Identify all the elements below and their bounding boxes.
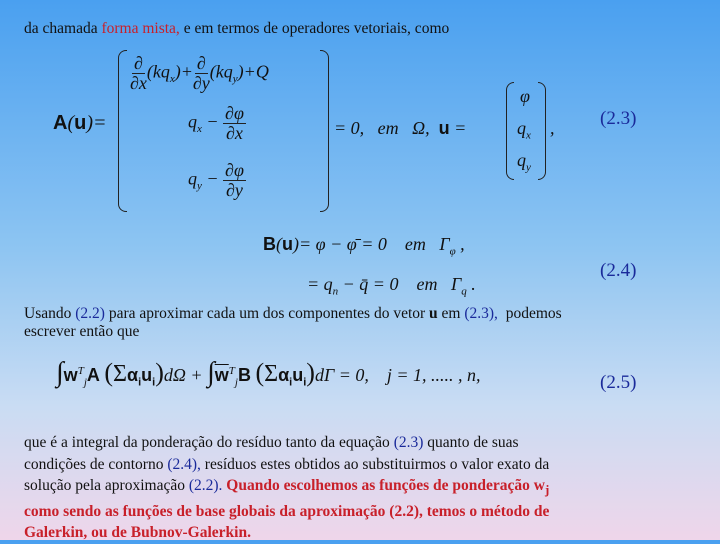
vector-u: u: [429, 305, 438, 322]
intro-text-end: e em termos de operadores vetoriais, como: [179, 20, 450, 37]
para1-line2: escrever então que: [24, 323, 140, 340]
equation-2-4-line1: B(u)= φ − φ̄ = 0 em $\Gamma_\varphi$ ,: [263, 234, 465, 258]
para2-line2: condições de contorno: [24, 455, 168, 473]
paragraph-integral: [24, 432, 662, 544]
para2-line1-end: quanto de suas: [423, 434, 519, 451]
ref-2-3-b: (2.3): [393, 434, 424, 451]
para2-line2-end: resíduos estes obtidos ao substituirmos o valor exato da: [200, 455, 550, 473]
para2-highlight-1: Quando escolhemos as funções de ponderação w: [222, 477, 545, 494]
para1-text-3: em: [437, 305, 465, 322]
equation-2-5: $\int w^T_jA$ $(\Sigma\alpha_iu_i)d\Omega + \int\overline{w}^T_jB$ $(\Sigma\alpha_iu_i)d\Gamma = 0$, j = 1, ..... , n,: [56, 357, 481, 389]
equation-2-4-line2: = $q_n$ − q̄ = 0 em $\Gamma_q$ .: [307, 274, 476, 298]
para2-subscript-j: j: [544, 482, 550, 498]
equation-2-3: A(u)= $\frac{\partial}{\partial x}$ $(kq_x)+$ $\frac{\partial}{\partial y}$ $(kq_y)+Q$ $q_x$ − $\frac{\partial\varphi}{\partial x}$ $q_y$ − $\frac{\partial\varphi}{\partial y}$ = 0, em Ω, u = φ $q_x$ $q_y$ ,: [50, 46, 650, 216]
intro-line: [24, 20, 449, 38]
para2-line4-end: temos o método de: [422, 502, 550, 520]
equation-number-2-4: (2.4): [600, 260, 637, 281]
intro-text: da chamada: [24, 20, 102, 37]
equation-number-2-3: (2.3): [600, 108, 637, 129]
para1-text-2: para aproximar cada um dos componentes do vetor: [104, 305, 430, 322]
ref-2-4: (2.4),: [167, 455, 201, 473]
equation-number-2-5: (2.5): [600, 372, 637, 393]
para2-line5: Galerkin, ou de Bubnov-Galerkin.: [24, 524, 251, 542]
para2-line1: que é a integral da ponderação do resíduo tanto da equação: [24, 434, 394, 451]
ref-2-2-b: (2.2).: [188, 477, 223, 494]
para1-text-4: podemos: [501, 305, 562, 322]
para1-text: Usando: [24, 305, 76, 322]
ref-2-2: (2.2): [75, 305, 105, 322]
paragraph-usando: [24, 305, 664, 341]
ref-2-2-c: (2.2),: [389, 502, 423, 520]
ref-2-3: (2.3),: [464, 305, 498, 322]
para2-line3: solução pela aproximação: [24, 477, 189, 494]
para2-line4: como sendo as funções de base globais da aproximação: [24, 502, 390, 520]
intro-highlight: forma mista,: [101, 20, 180, 37]
